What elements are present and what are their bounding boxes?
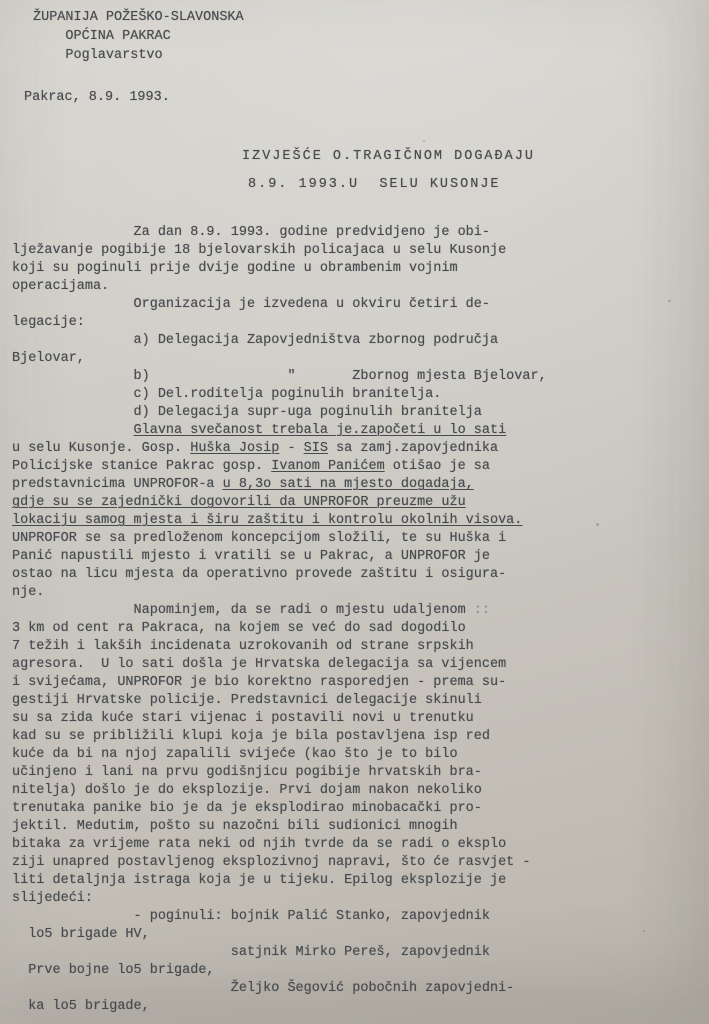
text-segment: Panić napustili mjesto i vratili se u Pakrac, a UNPROFOR je <box>12 549 490 564</box>
underlined-text: Ivanom Panićem <box>271 459 385 474</box>
underlined-text: u 8,3o sati na mjesto dogadaja, <box>222 477 474 492</box>
text-segment: 7 težih i lakših incidenata uzrokovanih od strane srpskih <box>12 639 474 654</box>
underlined-text: Glavna svečanost trebala je.započeti u lo sati <box>133 423 507 438</box>
text-segment: predstavnicima UNPROFOR-a <box>12 477 223 492</box>
document-line <box>12 656 547 674</box>
document-line <box>12 638 547 656</box>
document-line <box>12 458 547 476</box>
underlined-text: SIS <box>303 441 328 456</box>
document-line <box>12 224 547 242</box>
text-segment: ka lo5 brigade, <box>12 999 150 1014</box>
text-segment: ziji unapred postavljenog eksplozivnoj napravi, što će rasvjet - <box>12 855 531 870</box>
document-line <box>12 584 547 602</box>
underlined-text: gdje su se zajednički dogovorili da UNPROFOR preuzme užu <box>12 495 466 510</box>
document-line <box>12 908 547 926</box>
text-segment: Željko Šegović pobočnih zapovjedni- <box>12 981 515 996</box>
document-line <box>12 368 547 386</box>
text-segment: bitaka za vrijeme rata neki od njih tvrde da se radi o eksplo <box>12 837 507 852</box>
document-line <box>12 980 547 998</box>
document-line <box>12 548 547 566</box>
text-segment: 3 km od cent ra Pakraca, na kojem se već do sad dogodilo <box>12 621 466 636</box>
letterhead-office: Poglavarstvo <box>33 48 163 63</box>
document-line <box>12 872 547 890</box>
text-segment: agresora. U lo sati došla je Hrvatska delegacija sa vijencem <box>12 657 507 672</box>
text-segment: nitelja) došlo je do eksplozije. Prvi dojam nakon nekoliko <box>12 783 482 798</box>
letterhead <box>33 8 244 65</box>
text-segment: ostao na licu mjesta da operativno provede zaštitu i osigura- <box>12 567 507 582</box>
document-line <box>12 692 547 710</box>
text-segment: otišao je sa <box>384 459 490 474</box>
text-segment: d) Delegacija supr-uga poginulih branitelja <box>12 405 482 420</box>
text-segment: - <box>279 441 304 456</box>
text-segment: Prve bojne lo5 brigade, <box>12 963 215 978</box>
text-segment: Bjelovar, <box>12 351 85 366</box>
text-segment: - poginuli: bojnik Palić Stanko, zapovjednik <box>12 909 490 924</box>
document-line <box>12 422 547 440</box>
document-line <box>12 296 547 314</box>
underlined-text: lokaciju samog mjesta i širu zaštitu i kontrolu okolnih visova. <box>12 513 523 528</box>
text-segment: sa zamj.zapovjednika <box>327 441 499 456</box>
text-segment: operacijama. <box>12 279 110 294</box>
scan-speckle <box>643 930 645 932</box>
scan-speckle <box>423 140 425 142</box>
text-segment: Napominjem, da se radi o mjestu udaljenom <box>12 603 474 618</box>
text-segment: Organizacija je izvedena u okviru četiri de- <box>12 297 490 312</box>
document-title-line1: IZVJEŠĆE O.TRAGIČNOM DOGAĐAJU <box>242 149 535 164</box>
text-segment: i svijećama, UNPROFOR je bio korektno rasporedjen - prema su- <box>12 675 507 690</box>
scan-speckle <box>668 300 671 302</box>
document-line <box>12 800 547 818</box>
document-title <box>242 143 535 199</box>
document-line <box>12 818 547 836</box>
dateline: Pakrac, 8.9. 1993. <box>24 90 170 105</box>
text-segment: su sa zida kuće stari vijenac i postavili novi u trenutku <box>12 711 474 726</box>
underlined-text: Huška Josip <box>190 441 280 456</box>
document-line <box>12 314 547 332</box>
text-segment: u selu Kusonje. Gosp. <box>12 441 191 456</box>
text-segment: slijedeći: <box>12 891 94 906</box>
text-segment <box>12 423 134 438</box>
text-segment: nje. <box>12 585 45 600</box>
text-segment: gestiji Hrvatske policije. Predstavnici delegacije skinuli <box>12 693 482 708</box>
document-line <box>12 494 547 512</box>
document-line <box>12 242 547 260</box>
text-segment: a) Delegacija Zapovjedništva zbornog područja <box>12 333 499 348</box>
text-segment: trenutaka panike bio je da je eksplodirao minobacački pro- <box>12 801 482 816</box>
text-segment: Za dan 8.9. 1993. godine predvidjeno je obi- <box>12 225 490 240</box>
document-line <box>12 998 547 1016</box>
document-line <box>12 710 547 728</box>
document-line <box>12 836 547 854</box>
document-line <box>12 764 547 782</box>
document-line <box>12 962 547 980</box>
document-line <box>12 728 547 746</box>
document-line <box>12 476 547 494</box>
text-segment: lo5 brigade HV, <box>12 927 150 942</box>
document-line <box>12 602 547 620</box>
document-line <box>12 386 547 404</box>
document-line <box>12 926 547 944</box>
text-segment: kuće da bi na njoj zapalili svijeće (kao što je to bilo <box>12 747 458 762</box>
text-segment: Policijske stanice Pakrac gosp. <box>12 459 272 474</box>
text-segment: b) " Zbornog mjesta Bjelovar, <box>12 369 547 384</box>
document-line <box>12 890 547 908</box>
scan-speckle <box>596 523 599 526</box>
text-segment: c) Del.roditelja poginulih branitelja. <box>12 387 442 402</box>
text-segment: kad su se približili klupi koja je bila postavljena isp red <box>12 729 490 744</box>
text-segment: liti detaljnja istraga koja je u tijeku. Epilog eksplozije je <box>12 873 507 888</box>
document-line <box>12 674 547 692</box>
text-segment: koji su poginuli prije dvije godine u obrambenim vojnim <box>12 261 458 276</box>
letterhead-municipality: OPĆINA PAKRAC <box>33 29 171 44</box>
document-line <box>12 530 547 548</box>
document-line <box>12 782 547 800</box>
text-segment: satjnik Mirko Pereš, zapovjednik <box>12 945 490 960</box>
document-body <box>12 224 547 1016</box>
document-line <box>12 350 547 368</box>
document-line <box>12 620 547 638</box>
text-segment: :: <box>473 603 490 618</box>
document-line <box>12 440 547 458</box>
text-segment: lježavanje pogibije 18 bjelovarskih policajaca u selu Kusonje <box>12 243 507 258</box>
letterhead-county: ŽUPANIJA POŽEŠKO-SLAVONSKA <box>33 10 244 25</box>
document-line <box>12 512 547 530</box>
text-segment: UNPROFOR se sa predloženom koncepcijom složili, te su Huška i <box>12 531 507 546</box>
text-segment: učinjeno i lani na prvu godišnjicu pogibije hrvatskih bra- <box>12 765 482 780</box>
document-line <box>12 944 547 962</box>
document-title-line2: 8.9. 1993.U SELU KUSONJE <box>248 177 501 192</box>
document-line <box>12 332 547 350</box>
document-line <box>12 404 547 422</box>
document-line <box>12 746 547 764</box>
text-segment: jektil. Medutim, pošto su nazočni bili sudionici mnogih <box>12 819 458 834</box>
text-segment: legacije: <box>12 315 85 330</box>
document-line <box>12 278 547 296</box>
document-line <box>12 566 547 584</box>
document-line <box>12 260 547 278</box>
document-line <box>12 854 547 872</box>
